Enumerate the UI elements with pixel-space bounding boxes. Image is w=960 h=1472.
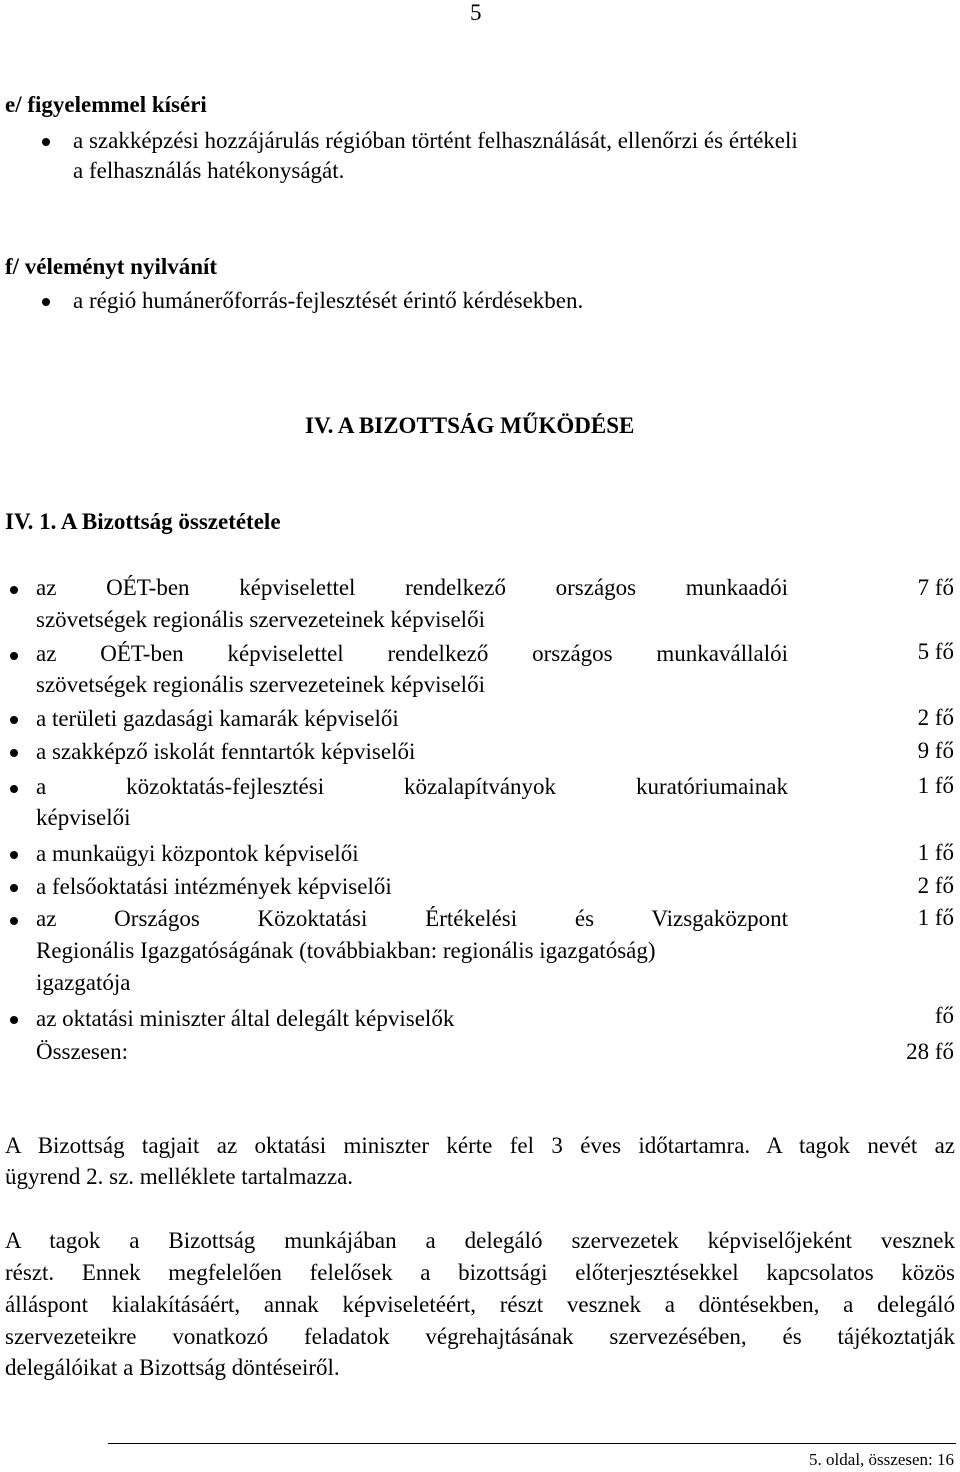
bullet-icon [10, 716, 18, 724]
member-count: 1 fő [917, 840, 954, 865]
member-count: 1 fő [917, 905, 954, 930]
bullet-icon [10, 884, 18, 892]
member-line: az Országos Közoktatási Értékelési és Vizsgaközpont [36, 906, 788, 931]
member-count: 7 fő [917, 575, 954, 600]
member-line: Regionális Igazgatóságának (továbbiakban: regionális igazgatóság) [36, 938, 656, 963]
section-f-bullet-line1: a régió humánerőforrás-fejlesztését érintő kérdésekben. [73, 288, 584, 313]
member-line: az OÉT-ben képviselettel rendelkező országos munkaadói [36, 575, 788, 600]
member-line: a felsőoktatási intézmények képviselői [36, 874, 392, 899]
footer-page-info: 5. oldal, összesen: 16 [809, 1450, 954, 1469]
member-line: a közoktatás-fejlesztési közalapítványok kuratóriumainak [36, 774, 788, 799]
member-count: 9 fő [917, 738, 954, 763]
member-count: 2 fő [917, 705, 954, 730]
member-line: szövetségek regionális szervezeteinek képviselői [36, 607, 485, 632]
footer-rule [108, 1443, 956, 1444]
bullet-icon [10, 785, 18, 793]
paragraph-line: A Bizottság tagjait az oktatási miniszter kérte fel 3 éves időtartamra. A tagok nevét az [5, 1133, 955, 1158]
total-count: 28 fő [906, 1039, 954, 1064]
paragraph-line: A tagok a Bizottság munkájában a delegáló szervezetek képviselőjeként vesznek [5, 1228, 955, 1253]
member-count: 1 fő [917, 773, 954, 798]
bullet-icon [10, 851, 18, 859]
member-line: a munkaügyi központok képviselői [36, 841, 359, 866]
paragraph-line: szervezeteikre vonatkozó feladatok végrehajtásának szervezésében, és tájékoztatják [5, 1324, 955, 1349]
bullet-icon [10, 652, 18, 660]
paragraph-line: delegálóikat a Bizottság döntéseiről. [5, 1355, 340, 1380]
paragraph-line: ügyrend 2. sz. melléklete tartalmazza. [5, 1164, 354, 1189]
bullet-icon [42, 138, 50, 146]
member-count: fő [934, 1003, 954, 1028]
page-number: 5 [470, 0, 482, 25]
subsection-title: IV. 1. A Bizottság összetétele [5, 509, 281, 534]
bullet-icon [42, 298, 50, 306]
member-line: szövetségek regionális szervezeteinek képviselői [36, 672, 485, 697]
chapter-title: IV. A BIZOTTSÁG MŰKÖDÉSE [305, 413, 635, 438]
paragraph-line: részt. Ennek megfelelően felelősek a bizottsági előterjesztésekkel kapcsolatos közös [5, 1260, 955, 1285]
member-line: a szakképző iskolát fenntartók képviselői [36, 739, 416, 764]
section-e-bullet-line1: a szakképzési hozzájárulás régióban történt felhasználását, ellenőrzi és értékeli [73, 128, 798, 153]
member-count: 2 fő [917, 873, 954, 898]
member-line: képviselői [36, 805, 131, 830]
section-e-bullet-line2: a felhasználás hatékonyságát. [73, 158, 345, 183]
paragraph-line: álláspont kialakításáért, annak képviseletéért, részt vesznek a döntésekben, a delegáló [5, 1292, 955, 1317]
bullet-icon [10, 1016, 18, 1024]
bullet-icon [10, 586, 18, 594]
section-f-heading: f/ véleményt nyilvánít [5, 254, 218, 279]
bullet-icon [10, 917, 18, 925]
total-label: Összesen: [36, 1039, 128, 1064]
section-e-heading: e/ figyelemmel kíséri [5, 92, 207, 117]
member-line: a területi gazdasági kamarák képviselői [36, 706, 399, 731]
bullet-icon [10, 749, 18, 757]
member-line: igazgatója [36, 970, 131, 995]
member-line: az oktatási miniszter által delegált képviselők [36, 1006, 455, 1031]
member-count: 5 fő [917, 639, 954, 664]
member-line: az OÉT-ben képviselettel rendelkező országos munkavállalói [36, 641, 788, 666]
